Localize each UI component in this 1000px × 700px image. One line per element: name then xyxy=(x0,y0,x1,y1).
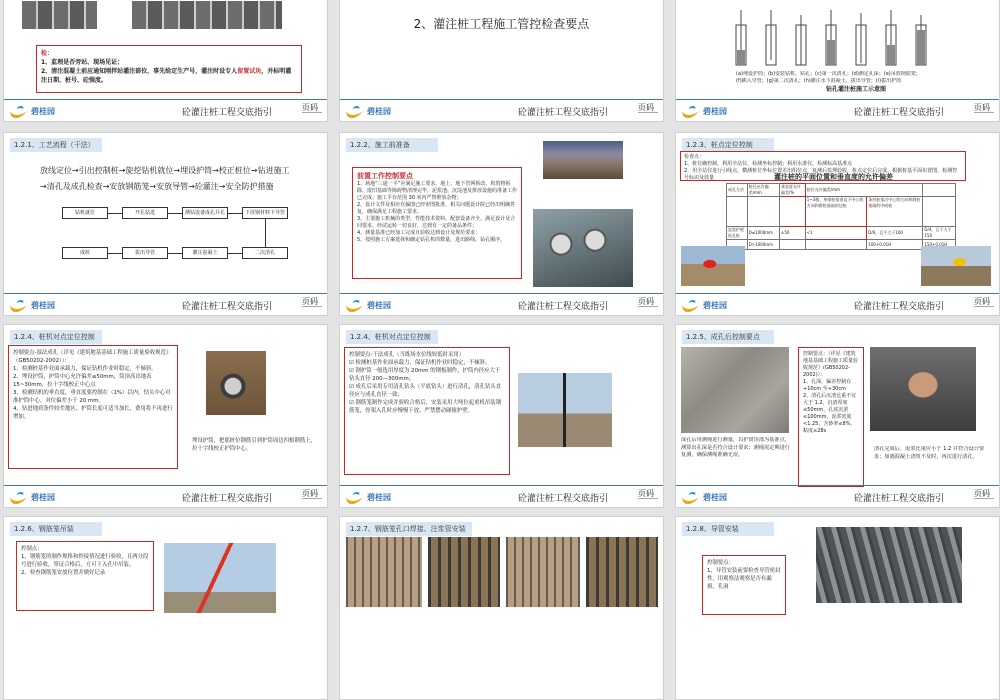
photo-cage-welding xyxy=(346,537,422,607)
page-number-rule xyxy=(974,306,994,307)
note-line: 1、监理是否旁站、现场见证； xyxy=(41,59,124,66)
deck-title: 砼灌注桩工程交底指引 xyxy=(518,494,609,504)
deck-title: 砼灌注桩工程交底指引 xyxy=(182,108,273,118)
photo-slurry-check xyxy=(870,347,976,431)
table-cell: D/4，且不大于150 xyxy=(923,227,956,240)
note-line: 4、测量基准已经加工完成且验收达到设计及规范要求； xyxy=(357,230,481,236)
page-label: 页码 xyxy=(302,103,318,112)
table-cell: ±50 xyxy=(780,227,806,240)
photo-grout-pipe xyxy=(428,537,500,607)
table-cell: 150+0.01H xyxy=(923,240,956,250)
table-cell: 100+0.01H xyxy=(867,240,923,250)
flow-step: 钻机就位 xyxy=(62,207,108,219)
table-cell xyxy=(727,197,748,227)
logo xyxy=(682,104,727,118)
flow-step: 灌注混凝土 xyxy=(182,247,228,259)
logo-icon xyxy=(10,300,28,310)
logo-icon xyxy=(346,300,364,310)
note-line: ☑ 检测桩基作业面承载力，保证钻机作业时稳定，不倾斜。 xyxy=(349,360,491,366)
page-label: 页码 xyxy=(638,297,654,306)
logo-text: 碧桂园 xyxy=(31,492,55,502)
photo-caption: 埋设护筒，把那桩位钢筋引到护筒周边四根钢筋上，拉十字线校正护筒中心。 xyxy=(192,438,316,452)
slide-thumbnail-12[interactable] xyxy=(675,516,1000,700)
note-line: 控制要点：（详见《建筑地基基础工程施工质量验收规范》(GB50202-2002)）： xyxy=(803,351,859,378)
note-line: 控制要点： xyxy=(707,560,734,566)
note-line: 2、设计文件及相应有偏图已经审图批准，相关问题设计院已经出明确答复，确保满足工程施工要求。 xyxy=(357,202,516,215)
table-cell xyxy=(780,240,806,250)
note-line: 控制要点-干法成孔（当既场水位线较低时采用） xyxy=(349,352,465,358)
slide-footer xyxy=(676,293,999,315)
slide-thumbnail-11[interactable] xyxy=(339,516,664,700)
note-line: 控制点： xyxy=(21,546,43,552)
table-cell: D>1000mm xyxy=(747,240,779,250)
logo xyxy=(346,298,391,312)
photo-caption: 清孔完成后，泥浆比重应小于 1.2 并符合设计要求；如遇混凝土浇筑不及时，再次进行清孔。 xyxy=(874,446,985,460)
logo-text: 碧桂园 xyxy=(367,106,391,116)
flow-arrow xyxy=(228,213,242,214)
note-line: 2、用全站仪进行引线点，横测桩位坐标位置差出组位点，复测后监理验收，桩点定位后完成，根据桩基平面布置图，检测符号标识及放量 xyxy=(684,168,958,181)
flow-arrow xyxy=(265,219,266,247)
slide-header: 1.2.4、桩机对点定位控制 xyxy=(346,330,438,344)
photo-casing-pit xyxy=(206,351,266,415)
diagram-caption: (f)插入导管；(g)第二次清孔；(h)灌注水下混凝土、拔出导管；(i)拔出护筒 xyxy=(736,78,902,84)
flow-arrow xyxy=(108,213,122,214)
tolerance-table xyxy=(726,183,956,250)
control-points-box xyxy=(352,167,522,279)
control-points-box xyxy=(8,345,178,469)
section-title: 2、灌注桩工程施工管控检查要点 xyxy=(413,17,590,31)
note-line: ☑ 钢护筒一般选用厚度为 20mm 的钢板制作，护筒内径应大于钻头直径 200—300mm； xyxy=(349,368,501,382)
logo xyxy=(346,490,391,504)
logo-icon xyxy=(346,106,364,116)
slide-header: 1.2.5、成孔后控制要点 xyxy=(682,330,774,344)
page-label: 页码 xyxy=(974,103,990,112)
table-header-cell: 垂直度允许偏差/% xyxy=(780,184,806,197)
process-flow-text: →清孔及成孔检查→安放钢筋笼→安放导管→砼灌注→安全防护措施 xyxy=(40,182,274,191)
flow-arrow xyxy=(168,253,182,254)
table-header-cell: 成孔方法 xyxy=(727,184,748,197)
deck-title: 砼灌注桩工程交底指引 xyxy=(854,108,945,118)
note-line: 1、检测桩基作业面承载力，保证钻机作业时稳定，不倾斜。 xyxy=(13,366,157,372)
photo-equipment-gauges xyxy=(533,209,633,287)
photo-survey-worker xyxy=(681,246,745,286)
page-number-rule xyxy=(974,498,994,499)
page-label: 页码 xyxy=(638,103,654,112)
deck-title: 砼灌注桩工程交底指引 xyxy=(854,494,945,504)
page-number-rule xyxy=(302,306,322,307)
table-cell: 1~3根、单排桩基垂直于中心线方向和群桩基础的边桩 xyxy=(805,197,867,227)
photo-caption: 成孔后用测绳进行测量，以护筒顶部为基准点，测算出孔深是否符合设计要求；测绳需定期进行复测，确保测绳准确无误。 xyxy=(681,437,790,458)
page-number-rule xyxy=(638,112,658,113)
logo xyxy=(10,490,55,504)
slide-header: 1.2.7、钢筋笼孔口焊接、注浆管安装 xyxy=(346,522,472,536)
logo xyxy=(682,298,727,312)
table-cell: <1 xyxy=(805,227,867,240)
photo-test-blocks xyxy=(22,1,97,29)
slide-header: 1.2.1、工艺流程（干法） xyxy=(10,138,102,152)
slide-footer xyxy=(4,293,327,315)
flow-arrow xyxy=(228,253,242,254)
slide-header: 1.2.2、施工前准备 xyxy=(346,138,438,152)
note-line: 1、导管安装前要检查导管密封性，用观察法观察是否有漏损，孔洞 xyxy=(707,568,781,590)
note-line: 2、清注混凝土前应通知刚拌站灌注部位，事先给定生产号，灌注时设专人 xyxy=(41,68,238,75)
table-header-cell: 桩径允许偏差/mm xyxy=(747,184,779,197)
logo-text: 碧桂园 xyxy=(31,106,55,116)
table-cell xyxy=(747,197,779,227)
logo-text: 碧桂园 xyxy=(31,300,55,310)
photo-drilling-rig xyxy=(518,373,612,447)
table-cell xyxy=(923,197,956,227)
photo-site-dusk xyxy=(543,141,623,179)
note-label: 检查点： xyxy=(684,154,705,160)
control-points-box xyxy=(702,555,786,615)
slide-thumbnail-6[interactable] xyxy=(675,132,1000,316)
flow-step: 成桩 xyxy=(62,247,108,259)
logo-text: 碧桂园 xyxy=(703,300,727,310)
control-points-box xyxy=(798,347,864,487)
logo xyxy=(10,104,55,118)
logo-text: 碧桂园 xyxy=(367,300,391,310)
table-cell: 泥浆护壁钻孔桩 xyxy=(727,227,748,240)
flow-step: 开孔钻进 xyxy=(122,207,168,219)
construction-diagram xyxy=(726,5,946,79)
page-label: 页码 xyxy=(974,489,990,498)
page-number-rule xyxy=(638,306,658,307)
inspection-note xyxy=(36,45,302,93)
note-line: 3、检测钻机的垂直度，垂直度要控制在（1%）以内。钻头中心对准护筒中心，对位偏差小于 20 mm。 xyxy=(13,390,171,404)
slide-footer xyxy=(4,485,327,507)
logo-icon xyxy=(10,492,28,502)
flow-step: 下放钢材料下导管 xyxy=(242,207,288,219)
logo xyxy=(10,298,55,312)
note-line: 2、埋设护筒，护筒中心允许偏差≤50mm，筒顶高出地表 15~30mm，拉十字线校正中心点 xyxy=(13,374,152,388)
slide-thumbnail-10[interactable] xyxy=(3,516,328,700)
flow-step: 测钻设备成孔并孔 xyxy=(182,207,228,219)
logo-text: 碧桂园 xyxy=(703,492,727,502)
table-header-cell: 桩位允许偏差/mm xyxy=(805,184,923,197)
note-line: 3、主要施工机械的类型、性能技术资料、配套设备齐全，满足设计及合同要求，经试运转一切良好，达到有一定的备品条件； xyxy=(357,216,516,229)
logo-icon xyxy=(10,106,28,116)
page-number-rule xyxy=(302,498,322,499)
page-label: 页码 xyxy=(302,297,318,306)
slide-thumbnail-4[interactable] xyxy=(3,132,328,316)
note-line: 5、按照施工方案选择和确定钻孔机的数量，进出路线、钻孔顺序。 xyxy=(357,237,506,243)
deck-title: 砼灌注桩工程交底指引 xyxy=(854,302,945,312)
flow-arrow xyxy=(108,253,122,254)
logo-icon xyxy=(682,106,700,116)
photo-worker-welding xyxy=(586,537,658,607)
page-number-rule xyxy=(974,112,994,113)
note-line: 控制要点-湿法成孔（详见《建筑地基基础工程施工质量验收规范》（GB50202-2002））： xyxy=(13,350,172,364)
flow-arrow xyxy=(168,213,182,214)
slide-footer xyxy=(676,485,999,507)
table-cell: 条形桩基沿中心线方向和群桩基础的中间桩 xyxy=(867,197,923,227)
note-title: 前置工作控制要点 xyxy=(357,172,413,180)
page-label: 页码 xyxy=(638,489,654,498)
table-header-cell xyxy=(923,184,956,197)
table-cell xyxy=(780,197,806,227)
note-line: 2、检查钢筋笼安放位置并做好记录 xyxy=(21,570,106,576)
table-cell: D/6，且不大于100 xyxy=(867,227,923,240)
diagram-caption: (a)埋设护筒；(b)安装钻机、钻孔；(c)第一次清孔；(d)测定孔深；(e)吊放钢筋笼； xyxy=(736,71,921,77)
photo-test-blocks-stacked xyxy=(132,1,282,29)
note-line: 1、钢筋笼的制作规格和焊接情况进行验收，且两分段号进行验收，签证合格后，方可下入孔中吊装。 xyxy=(21,554,149,568)
note-line: 4、钻进地质条件较差地区，护筒长度可适当加长，费用将不再进行增加。 xyxy=(13,406,173,420)
deck-title: 砼灌注桩工程交底指引 xyxy=(518,302,609,312)
slide-thumbnail-8[interactable] xyxy=(339,324,664,508)
slide-thumbnail-2[interactable] xyxy=(339,0,664,122)
slide-footer xyxy=(340,99,663,121)
slide-footer xyxy=(340,293,663,315)
flow-step: 二次清孔 xyxy=(242,247,288,259)
slide-header: 1.2.8、导管安装 xyxy=(682,522,774,536)
slide-thumbnail-9[interactable] xyxy=(675,324,1000,508)
process-flowchart xyxy=(62,205,292,291)
slide-footer xyxy=(4,99,327,121)
logo-text: 碧桂园 xyxy=(367,492,391,502)
photo-cage-lifting xyxy=(164,543,276,613)
photo-cage-joint xyxy=(506,537,580,607)
page-label: 页码 xyxy=(974,297,990,306)
deck-title: 砼灌注桩工程交底指引 xyxy=(182,302,273,312)
table-title: 灌注桩的平面位置和垂直度的允许偏差 xyxy=(774,173,893,181)
note-line: 1、桩位确控制，利用全站仪，检测坐标控制；利用水准仪，检测标高基准点 xyxy=(684,161,853,167)
diagram-title: 钻孔灌注桩施工示意图 xyxy=(826,86,887,93)
process-flow-text: 放线定位→引出控制桩→旋挖钻机就位→埋设护筒→校正桩位→钻进施工 xyxy=(40,166,290,175)
note-label: 检： xyxy=(41,50,54,57)
note-line: ☑ 钢筋笼制作完成并验收合格后，安装采用大吨位起重机吊装钢筋笼，骨架入孔时应慢慢下放，严禁摆动碰撞护壁。 xyxy=(349,400,502,414)
note-line: 1、孔深，偏差控制在+10cm 至+30cm xyxy=(803,379,852,392)
slide-thumbnail-5[interactable] xyxy=(339,132,664,316)
slide-thumbnail-7[interactable] xyxy=(3,324,328,508)
note-line: ☑ 成孔后采用专用清孔钻头（平底钻头）进行清孔，清孔钻头直径应与成孔直径一致； xyxy=(349,384,502,398)
page-number-rule xyxy=(302,112,322,113)
logo-text: 碧桂园 xyxy=(703,106,727,116)
slide-thumbnail-3[interactable] xyxy=(675,0,1000,122)
note-line: 2、清孔后沉渣比重不宜大于 1.2，沉渣厚度≤50mm，孔底沉淤≤100mm，泥浆密度<1.25，含砂率≤8%，粘度≤28s xyxy=(803,393,857,434)
deck-title: 砼灌注桩工程交底指引 xyxy=(182,494,273,504)
table-cell: D≤1000mm xyxy=(747,227,779,240)
note-line: ，并标明灌注日期、桩号、砼强度。 xyxy=(41,68,292,84)
control-points-box xyxy=(16,541,154,611)
slide-footer xyxy=(676,99,999,121)
logo-icon xyxy=(346,492,364,502)
control-points-box xyxy=(344,347,510,475)
note-line: 1、场地“三通一平”应满足施工要求，地上、地下管网拆改、构筑物拆除，废旧基础等障碍物清理完毕，泥浆池、沉淀池及排放设施的准备工作已完成；施工平台范围 30 米内严禁堆放杂物； xyxy=(357,181,518,201)
photo-tremie-pipes xyxy=(816,527,962,603)
slide-thumbnail-1[interactable] xyxy=(3,0,328,122)
slide-footer xyxy=(340,485,663,507)
highlight-text: 留置试块 xyxy=(237,68,262,75)
photo-depth-measurement xyxy=(681,347,789,433)
slide-header: 1.2.3、桩点定位控制 xyxy=(682,138,774,152)
flow-step: 拔出导管 xyxy=(122,247,168,259)
page-number-rule xyxy=(638,498,658,499)
deck-title: 砼灌注桩工程交底指引 xyxy=(518,108,609,118)
logo xyxy=(346,104,391,118)
logo-icon xyxy=(682,300,700,310)
table-cell xyxy=(805,240,867,250)
logo xyxy=(682,490,727,504)
photo-survey-instrument xyxy=(921,246,991,286)
slide-header: 1.2.4、桩机对点定位控制 xyxy=(10,330,102,344)
slide-header: 1.2.6、钢筋笼吊装 xyxy=(10,522,102,536)
logo-icon xyxy=(682,492,700,502)
page-label: 页码 xyxy=(302,489,318,498)
